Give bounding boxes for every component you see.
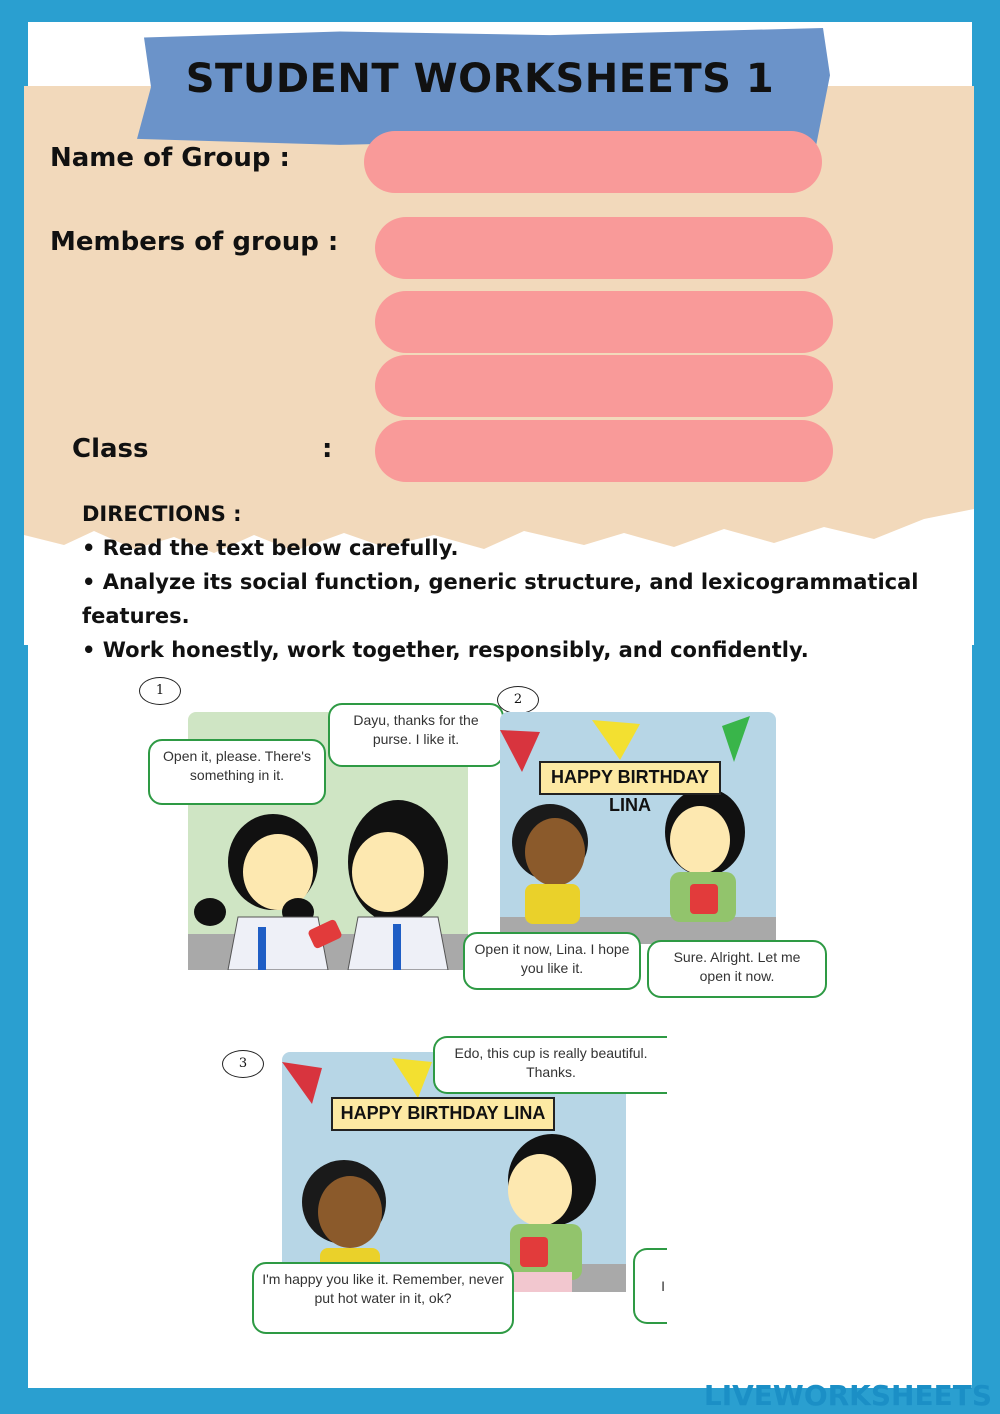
members-of-group-label: Members of group : [50, 227, 339, 257]
directions-heading: DIRECTIONS : [82, 502, 242, 526]
name-of-group-input[interactable] [364, 131, 822, 193]
panel-2-banner: HAPPY BIRTHDAY LINA [539, 761, 721, 795]
member-3-input[interactable] [375, 355, 833, 417]
class-label: Class [72, 434, 149, 464]
panel-3-number: 3 [222, 1050, 264, 1078]
panel-2-bubble-right: Sure. Alright. Let me open it now. [647, 940, 827, 998]
class-colon: : [322, 434, 333, 464]
panel-3-bubble-bottom: I'm happy you like it. Remember, never put hot water in it, ok? [252, 1262, 514, 1334]
panel-2-number: 2 [497, 686, 539, 714]
panel-3-banner: HAPPY BIRTHDAY LINA [331, 1097, 555, 1131]
panel-2-bubble-left: Open it now, Lina. I hope you like it. [463, 932, 641, 990]
direction-item-2: • Analyze its social function, generic structure, and lexicogrammatical features. [82, 570, 919, 628]
panel-3-bubble-top: Edo, this cup is really beautiful. Thanks. [433, 1036, 667, 1094]
panel-1-bubble-right: Dayu, thanks for the purse. I like it. [328, 703, 504, 767]
name-of-group-label: Name of Group : [50, 143, 290, 173]
panel-1-number: 1 [139, 677, 181, 705]
directions-block [82, 497, 952, 667]
class-input[interactable] [375, 420, 833, 482]
page-title: STUDENT WORKSHEETS 1 [185, 56, 775, 102]
liveworksheets-logo: LIVEWORKSHEETS [703, 1379, 992, 1412]
direction-item-3: • Work honestly, work together, responsibly, and confidently. [82, 638, 809, 662]
member-1-input[interactable] [375, 217, 833, 279]
panel-1-bubble-left: Open it, please. There's something in it. [148, 739, 326, 805]
member-2-input[interactable] [375, 291, 833, 353]
direction-item-1: • Read the text below carefully. [82, 536, 459, 560]
panel-2-illustration [500, 712, 776, 944]
panel-3-bubble-cut: I [633, 1248, 667, 1324]
